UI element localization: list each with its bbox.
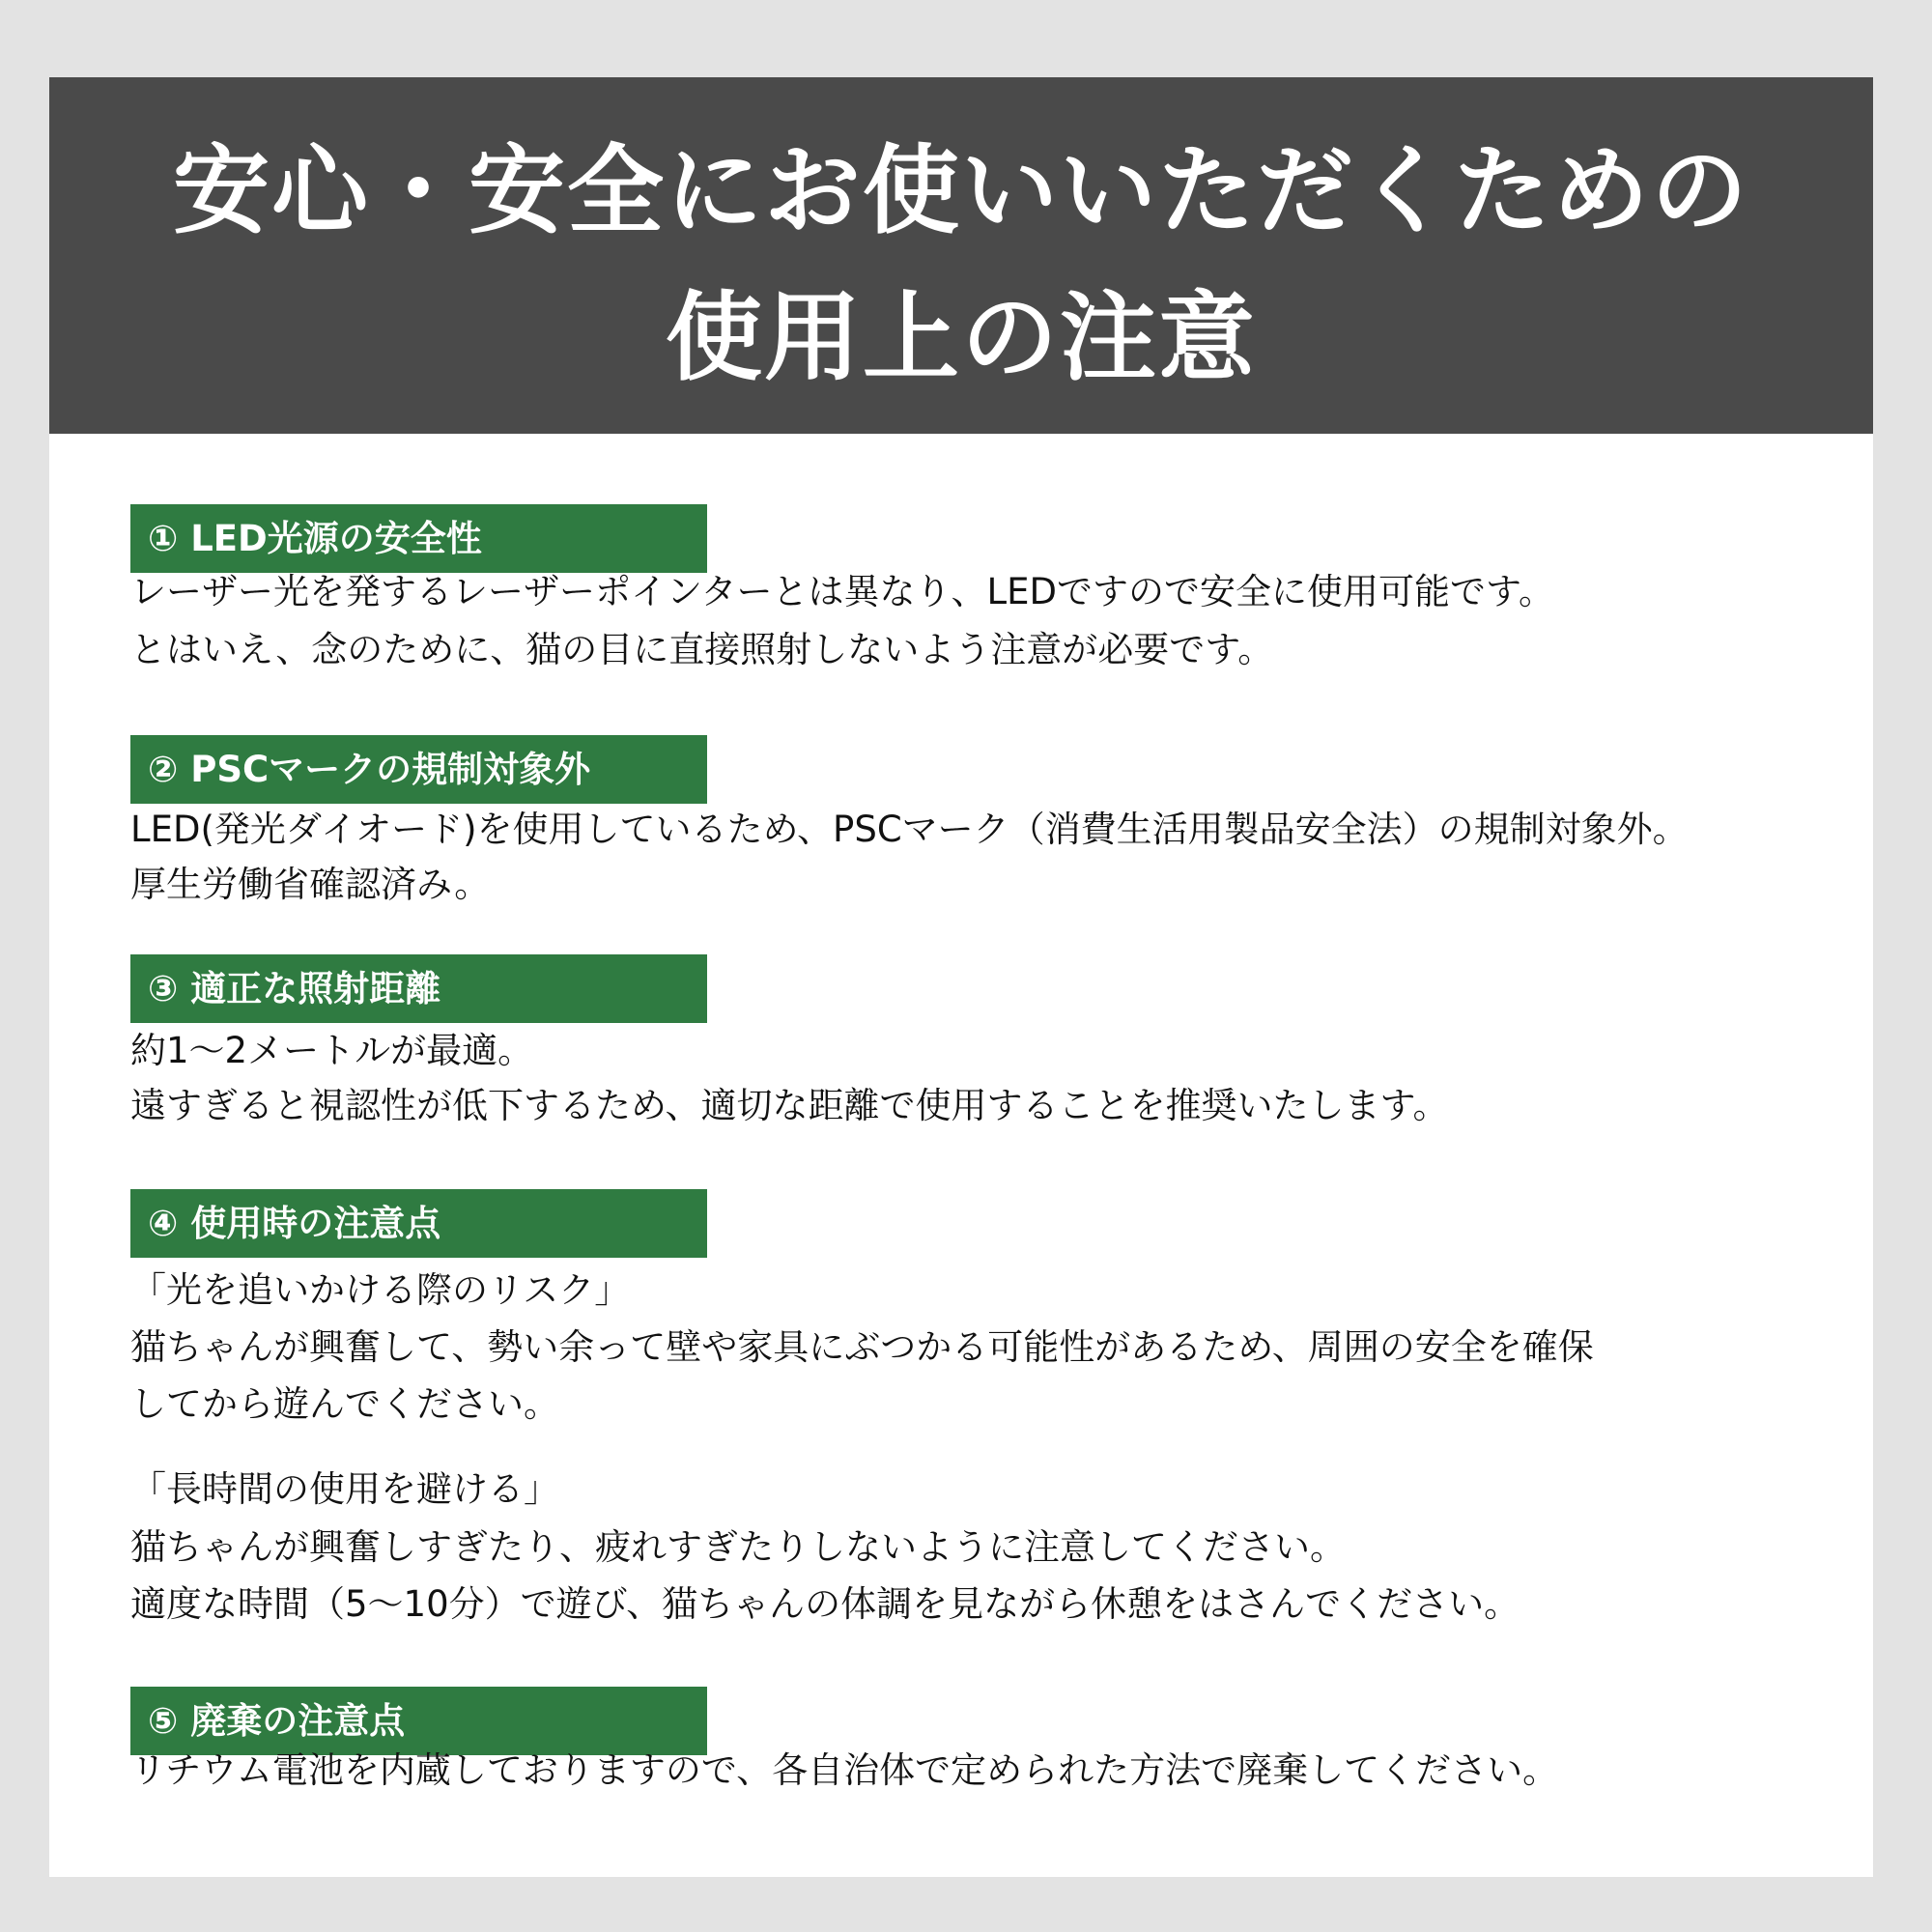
section-3-line-2: 遠すぎると視認性が低下するため、適切な距離で使用することを推奨いたします。	[130, 1085, 1449, 1126]
section-heading-psc-mark: ② PSCマークの規制対象外	[130, 735, 707, 804]
caution-1-line-2: してから遊んでください。	[130, 1383, 559, 1425]
caution-2-heading: 「長時間の使用を避ける」	[130, 1468, 559, 1510]
section-5-line-1: リチウム電池を内蔵しておりますので、各自治体で定められた方法で廃棄してください。	[130, 1749, 1559, 1791]
section-3-line-1: 約1〜2メートルが最適。	[130, 1030, 534, 1071]
page-title-line-2: 使用上の注意	[666, 281, 1257, 394]
section-heading-led-safety: ① LED光源の安全性	[130, 504, 707, 573]
caution-2-line-1: 猫ちゃんが興奮しすぎたり、疲れすぎたりしないように注意してください。	[130, 1526, 1346, 1568]
section-2-line-2: 厚生労働省確認済み。	[130, 864, 491, 905]
section-heading-usage-cautions: ④ 使用時の注意点	[130, 1189, 707, 1258]
section-1-line-1: レーザー光を発するレーザーポインターとは異なり、LEDですので安全に使用可能です。	[130, 571, 1555, 612]
section-1-line-2: とはいえ、念のために、猫の目に直接照射しないよう注意が必要です。	[130, 629, 1274, 670]
notice-card	[49, 77, 1873, 1877]
section-heading-distance: ③ 適正な照射距離	[130, 954, 707, 1023]
section-heading-disposal: ⑤ 廃棄の注意点	[130, 1687, 707, 1755]
page-title-line-1: 安心・安全にお使いいただくための	[173, 134, 1749, 247]
caution-1-line-1: 猫ちゃんが興奮して、勢い余って壁や家具にぶつかる可能性があるため、周囲の安全を確保	[130, 1326, 1594, 1368]
caution-2-line-2: 適度な時間（5〜10分）で遊び、猫ちゃんの体調を見ながら休憩をはさんでください。	[130, 1583, 1520, 1625]
title-banner	[49, 77, 1873, 434]
section-2-line-1: LED(発光ダイオード)を使用しているため、PSCマーク（消費生活用製品安全法）の規制対象外。	[130, 809, 1689, 850]
caution-1-heading: 「光を追いかける際のリスク」	[130, 1269, 631, 1311]
